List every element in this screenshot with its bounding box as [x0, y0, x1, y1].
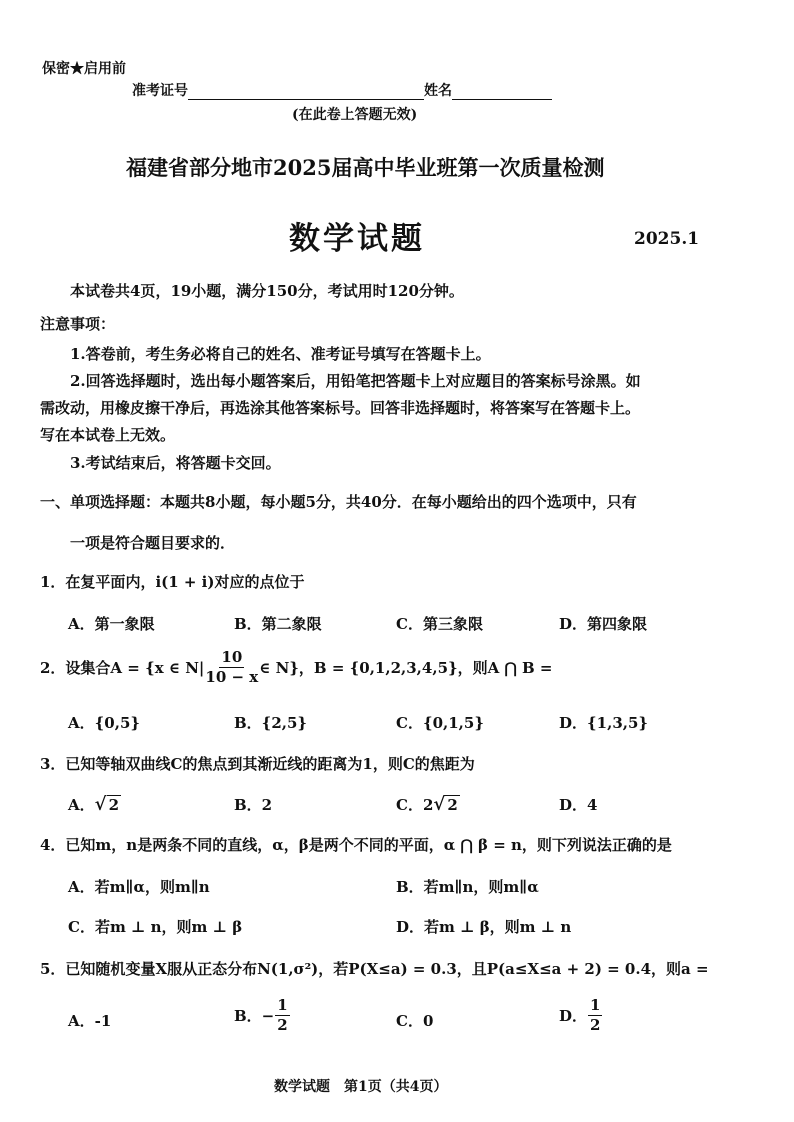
name-line [452, 85, 552, 100]
q3-option-b: B．2 [234, 796, 273, 814]
section-1-heading-cont: 一项是符合题目要求的． [70, 534, 236, 552]
note-3: 3.考试结束后，将答题卡交回。 [70, 454, 281, 472]
name-label: 姓名 [424, 83, 452, 99]
section-1-heading: 一、单项选择题：本题共8小题，每小题5分，共40分．在每小题给出的四个选项中，只有 [40, 493, 637, 511]
q2-fraction [205, 650, 258, 685]
subject-title: 数学试题 [289, 221, 425, 257]
page-footer: 数学试题 第1页（共4页） [274, 1079, 448, 1095]
q3-option-a-radicand: 2 [108, 796, 120, 814]
q3-option-c-label: C．2 [396, 796, 434, 814]
q3-option-c-radicand: 2 [447, 796, 458, 814]
q5-option-d-fraction [588, 998, 602, 1033]
q1-option-c: C．第三象限 [396, 615, 483, 633]
exam-number-row [132, 80, 552, 100]
q3-option-a-label: A． [68, 796, 95, 814]
question-5-stem: 5．已知随机变量X服从正态分布N(1,σ²)，若P(X≤a) = 0.3，且P(a≤X≤a + 2) = 0.4，则a = [40, 960, 709, 978]
q4-option-c: C．若m ⊥ n，则m ⊥ β [68, 918, 243, 936]
q4-option-a: A．若m∥α，则m∥n [68, 878, 210, 896]
q1-option-a: A．第一象限 [68, 615, 155, 633]
question-3-stem: 3．已知等轴双曲线C的焦点到其渐近线的距离为1，则C的焦距为 [40, 755, 475, 773]
q3-option-a [68, 794, 121, 815]
question-2-stem [40, 650, 553, 685]
notes-heading: 注意事项： [40, 315, 116, 333]
q4-option-d: D．若m ⊥ β，则m ⊥ n [396, 918, 572, 936]
q2-option-a: A．{0,5} [68, 714, 141, 732]
exam-number-label: 准考证号 [132, 83, 188, 99]
q5-option-d-numerator: 1 [590, 996, 601, 1014]
q5-option-d-label: D． [559, 1007, 588, 1025]
q5-option-b [234, 998, 291, 1033]
exam-number-line [188, 85, 424, 100]
q2-option-b: B．{2,5} [234, 714, 308, 732]
sqrt-symbol: √ 2 [433, 794, 458, 815]
q1-option-b: B．第二象限 [234, 615, 322, 633]
q5-option-b-denominator: 2 [277, 1016, 288, 1034]
question-4-stem: 4．已知m，n是两条不同的直线，α，β是两个不同的平面，α ⋂ β = n，则下列说法正确的是 [40, 836, 672, 854]
q2-option-d: D．{1,3,5} [559, 714, 649, 732]
q5-option-b-fraction [275, 998, 289, 1033]
exam-title: 福建省部分地市2025届高中毕业班第一次质量检测 [126, 155, 605, 180]
q5-option-b-numerator: 1 [277, 996, 288, 1014]
q2-fraction-numerator: 10 [221, 648, 243, 666]
q5-option-c: C．0 [396, 1012, 434, 1030]
q2-option-c: C．{0,1,5} [396, 714, 484, 732]
q2-stem-pre: 2．设集合A = {x ∈ N| [40, 659, 205, 677]
q2-fraction-denominator: 10 − x [205, 668, 259, 686]
q5-option-d-denominator: 2 [590, 1016, 601, 1034]
q1-option-d: D．第四象限 [559, 615, 648, 633]
q2-stem-post: ∈ N}，B = {0,1,2,3,4,5}，则A ⋂ B = [259, 659, 553, 677]
exam-date: 2025.1 [634, 229, 700, 249]
question-1-stem: 1．在复平面内，i(1 + i)对应的点位于 [40, 573, 305, 591]
sqrt-symbol: √ 2 [94, 794, 120, 815]
q3-option-d: D．4 [559, 796, 598, 814]
q5-option-d [559, 998, 603, 1033]
q4-option-b: B．若m∥n，则m∥α [396, 878, 539, 896]
note-1: 1.答卷前，考生务必将自己的姓名、准考证号填写在答题卡上。 [70, 345, 491, 363]
q3-option-c [396, 794, 460, 815]
invalid-answer-note: (在此卷上答题无效) [292, 107, 418, 123]
note-2-line-3: 写在本试卷上无效。 [40, 426, 176, 444]
confidential-label: 保密★启用前 [42, 61, 126, 77]
note-2-line-1: 2.回答选择题时，选出每小题答案后，用铅笔把答题卡上对应题目的答案标号涂黑。如 [70, 372, 641, 390]
note-2-line-2: 需改动，用橡皮擦干净后，再选涂其他答案标号。回答非选择题时，将答案写在答题卡上。 [40, 399, 641, 417]
q5-option-a: A．-1 [68, 1012, 112, 1030]
q5-option-b-label: B．− [234, 1007, 275, 1025]
paper-intro: 本试卷共4页，19小题，满分150分，考试用时120分钟。 [70, 282, 464, 300]
